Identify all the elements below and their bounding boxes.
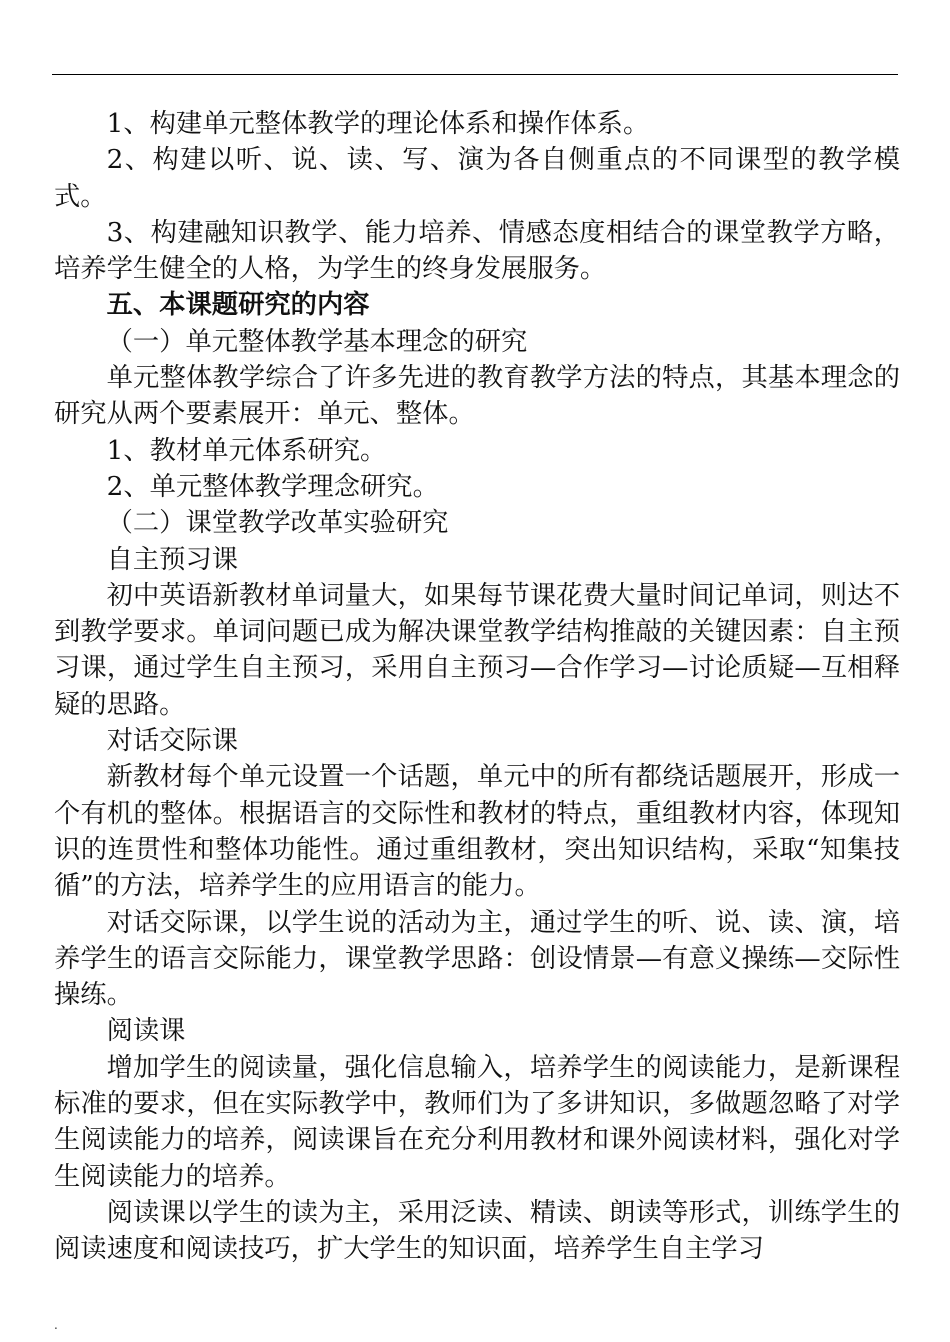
section-heading: 五、本课题研究的内容 bbox=[106, 289, 370, 321]
paragraph-dialogue-1: 新教材每个单元设置一个话题，单元中的所有都绕话题展开，形成一个有机的整体。根据语言的交际性和教材的特点，重组教材内容，体现知识的连贯性和整体功能性。通过重组教材，突出知识结构，采取“知集技循”的方法，培养学生的应用语言的能力。 bbox=[54, 762, 900, 902]
lesson-type-preview: 自主预习课 bbox=[106, 544, 239, 575]
subsection-heading-1: （一）单元整体教学基本理念的研究 bbox=[106, 326, 528, 357]
paragraph-goal-2: 2、构建以听、说、读、写、演为各自侧重点的不同课型的教学模式。 bbox=[54, 145, 900, 212]
subsection-heading-2: （二）课堂教学改革实验研究 bbox=[106, 508, 449, 539]
paragraph-reading-1: 增加学生的阅读量，强化信息输入，培养学生的阅读能力，是新课程标准的要求，但在实际教学中，教师们为了多讲知识，多做题忽略了对学生阅读能力的培养，阅读课旨在充分利用教材和课外阅读材料，强化对学生阅读能力的培养。 bbox=[54, 1052, 900, 1192]
paragraph-concept-1: 1、教材单元体系研究。 bbox=[106, 435, 387, 466]
paragraph-concept-intro: 单元整体教学综合了许多先进的教育教学方法的特点，其基本理念的研究从两个要素展开：单元、整体。 bbox=[54, 363, 900, 430]
paragraph-concept-2: 2、单元整体教学理念研究。 bbox=[106, 471, 439, 502]
footer-mark: . bbox=[54, 1318, 58, 1332]
lesson-type-reading: 阅读课 bbox=[106, 1016, 186, 1047]
paragraph-dialogue-2: 对话交际课，以学生说的活动为主，通过学生的听、说、读、演，培养学生的语言交际能力，课堂教学思路：创设情景—有意义操练—交际性操练。 bbox=[54, 907, 900, 1011]
paragraph-goal-1: 1、构建单元整体教学的理论体系和操作体系。 bbox=[106, 109, 650, 139]
paragraph-goal-3: 3、构建融知识教学、能力培养、情感态度相结合的课堂教学方略，培养学生健全的人格，为学生的终身发展服务。 bbox=[54, 217, 900, 285]
paragraph-preview: 初中英语新教材单词量大，如果每节课花费大量时间记单词，则达不到教学要求。单词问题已成为解决课堂教学结构推敲的关键因素：自主预习课，通过学生自主预习，采用自主预习—合作学习—讨论质疑—互相释疑的思路。 bbox=[54, 580, 900, 720]
lesson-type-dialogue: 对话交际课 bbox=[106, 726, 239, 757]
document-body bbox=[54, 106, 900, 1268]
header-rule bbox=[52, 74, 898, 75]
paragraph-reading-2: 阅读课以学生的读为主，采用泛读、精读、朗读等形式，训练学生的阅读速度和阅读技巧，扩大学生的知识面，培养学生自主学习 bbox=[54, 1197, 900, 1265]
